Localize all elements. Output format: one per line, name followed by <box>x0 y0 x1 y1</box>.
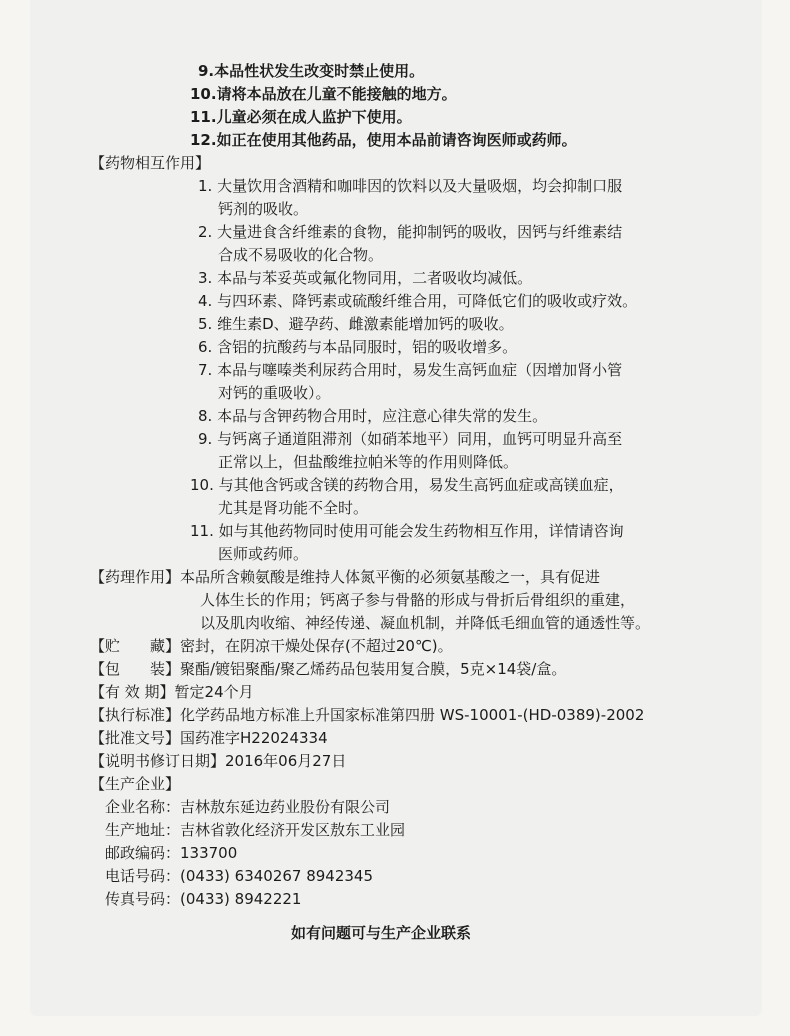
interaction-line: 7. 本品与噻嗪类利尿药合用时，易发生高钙血症（因增加肾小管 <box>198 361 623 379</box>
interaction-line: 10. 与其他含钙或含镁的药物合用，易发生高钙血症或高镁血症， <box>190 476 624 494</box>
storage-field: 【贮 藏】密封，在阴凉干燥处保存(不超过20℃)。 <box>90 637 453 655</box>
manufacturer-line: 邮政编码：133700 <box>105 844 238 862</box>
interaction-line: 正常以上，但盐酸维拉帕米等的作用则降低。 <box>218 453 519 471</box>
interaction-line: 9. 与钙离子通道阻滞剂（如硝苯地平）同用，血钙可明显升高至 <box>198 430 623 448</box>
interaction-heading: 【药物相互作用】 <box>90 154 211 172</box>
manufacturer-line: 生产地址：吉林省敦化经济开发区敖东工业园 <box>105 821 406 839</box>
pharmacology-line: 人体生长的作用；钙离子参与骨骼的形成与骨折后骨组织的重建， <box>200 591 636 609</box>
footer-note: 如有问题可与生产企业联系 <box>291 924 472 942</box>
warning-item: 12.如正在使用其他药品，使用本品前请咨询医师或药师。 <box>190 131 577 149</box>
validity-field: 【有 效 期】暂定24个月 <box>90 683 254 701</box>
interaction-line: 11. 如与其他药物同时使用可能会发生药物相互作用，详情请咨询 <box>190 522 624 540</box>
interaction-line: 8. 本品与含钾药物合用时，应注意心律失常的发生。 <box>198 407 548 425</box>
manufacturer-heading: 【生产企业】 <box>90 775 181 793</box>
interaction-line: 3. 本品与苯妥英或氟化物同用，二者吸收均减低。 <box>198 269 533 287</box>
standard-field: 【执行标准】化学药品地方标准上升国家标准第四册 WS-10001-(HD-0389)-2002 <box>90 706 645 724</box>
interaction-line: 合成不易吸收的化合物。 <box>218 246 384 264</box>
warning-item: 9.本品性状发生改变时禁止使用。 <box>198 62 425 80</box>
warning-item: 11.儿童必须在成人监护下使用。 <box>190 108 412 126</box>
interaction-line: 4. 与四环素、降钙素或硫酸纤维合用，可降低它们的吸收或疗效。 <box>198 292 638 310</box>
interaction-line: 2. 大量进食含纤维素的食物，能抑制钙的吸收，因钙与纤维素结 <box>198 223 623 241</box>
interaction-line: 对钙的重吸收）。 <box>218 384 331 402</box>
interaction-line: 尤其是肾功能不全时。 <box>218 499 369 517</box>
warning-item: 10.请将本品放在儿童不能接触的地方。 <box>190 85 457 103</box>
interaction-line: 5. 维生素D、避孕药、雌激素能增加钙的吸收。 <box>198 315 514 333</box>
revision-field: 【说明书修订日期】2016年06月27日 <box>90 752 347 770</box>
approval-field: 【批准文号】国药准字H22024334 <box>90 729 328 747</box>
interaction-line: 医师或药师。 <box>218 545 309 563</box>
interaction-line: 1. 大量饮用含酒精和咖啡因的饮料以及大量吸烟，均会抑制口服 <box>198 177 623 195</box>
manufacturer-line: 传真号码：(0433) 8942221 <box>105 890 302 908</box>
package-field: 【包 装】聚酯/镀铝聚酯/聚乙烯药品包装用复合膜，5克×14袋/盒。 <box>90 660 567 678</box>
manufacturer-line: 电话号码：(0433) 6340267 8942345 <box>105 867 374 885</box>
interaction-line: 钙剂的吸收。 <box>218 200 309 218</box>
pharmacology-line: 【药理作用】本品所含赖氨酸是维持人体氮平衡的必须氨基酸之一，具有促进 <box>90 568 601 586</box>
interaction-line: 6. 含铝的抗酸药与本品同服时，铝的吸收增多。 <box>198 338 518 356</box>
manufacturer-line: 企业名称：吉林敖东延边药业股份有限公司 <box>105 798 391 816</box>
pharmacology-line: 以及肌肉收缩、神经传递、凝血机制，并降低毛细血管的通透性等。 <box>200 614 651 632</box>
